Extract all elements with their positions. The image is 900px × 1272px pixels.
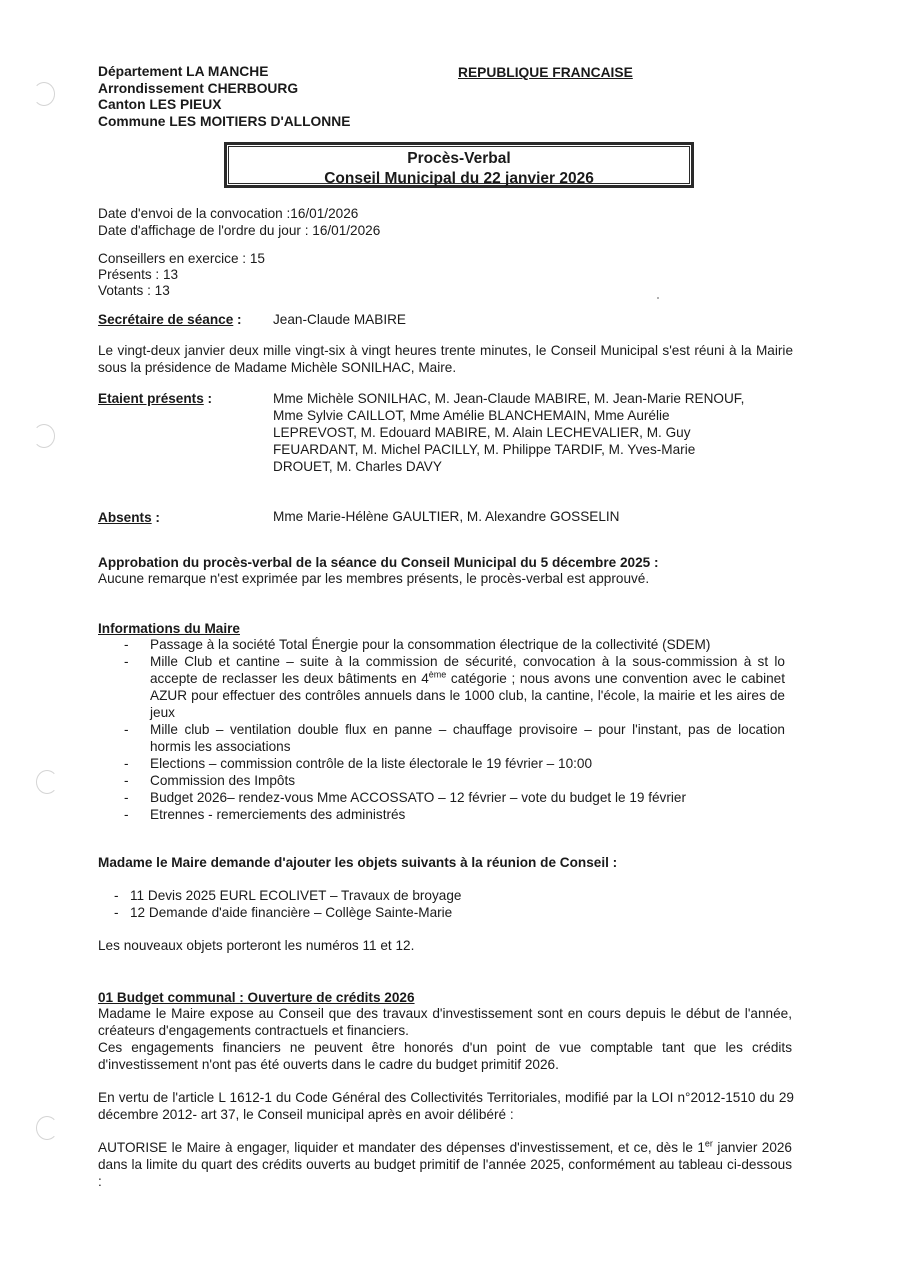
approbation-heading: Approbation du procès-verbal de la séance du Conseil Municipal du 5 décembre 2025 : [98, 555, 659, 570]
title-line1: Procès-Verbal [407, 150, 511, 167]
conseillers-exercice: Conseillers en exercice : 15 [98, 251, 265, 266]
date-convocation: Date d'envoi de la convocation :16/01/2026 [98, 206, 359, 221]
absents-colon: : [151, 510, 160, 525]
budget-p4-part: AUTORISE le Maire à engager, liquider et mandater des dépenses d'investissement, et ce, dès le 1 [98, 1140, 705, 1155]
list-item: - Commission des Impôts [98, 772, 785, 789]
informations-list [98, 636, 785, 823]
votants-count: Votants : 13 [98, 283, 170, 298]
list-item: - Budget 2026– rendez-vous Mme ACCOSSATO – 12 février – vote du budget le 19 février [98, 789, 785, 806]
presents-label-text: Etaient présents [98, 391, 204, 406]
superscript-er: er [704, 1138, 713, 1149]
presents-colon: : [203, 391, 213, 406]
absents-label [98, 509, 160, 526]
presents-list [273, 390, 744, 475]
approbation-text: Aucune remarque n'est exprimée par les membres présents, le procès-verbal est approuvé. [98, 571, 650, 586]
dates-block [98, 205, 380, 239]
presents-line: FEUARDANT, M. Michel PACILLY, M. Philippe TARDIF, M. Yves-Marie [273, 442, 696, 457]
list-item: - Elections – commission contrôle de la liste électorale le 19 février – 10:00 [98, 755, 785, 772]
list-item: - Mille club – ventilation double flux en panne – chauffage provisoire – pour l'instant, pas de location hormis les associations [98, 721, 785, 755]
punch-hole-2 [33, 424, 55, 448]
scan-speck [657, 297, 659, 299]
date-affichage: Date d'affichage de l'ordre du jour : 16/01/2026 [98, 223, 381, 238]
republique-label: REPUBLIQUE FRANCAISE [458, 65, 633, 80]
budget-p3: En vertu de l'article L 1612-1 du Code Général des Collectivités Territoriales, modifié par la LOI n°2012-1510 du 29 décembre 2012- art 37, le Conseil municipal après en avoir délibéré : [98, 1090, 794, 1122]
title-box [224, 142, 694, 188]
departement: Département LA MANCHE [98, 64, 269, 79]
budget-p4 [98, 1139, 792, 1190]
ajout-note: Les nouveaux objets porteront les numéros 11 et 12. [98, 938, 415, 953]
punch-hole-4 [36, 1116, 58, 1140]
list-item [98, 653, 785, 721]
budget-p2: Ces engagements financiers ne peuvent être honorés d'un point de vue comptable tant que les crédits d'investissement n'ont pas été ouverts dans le cadre du budget primitif 2026. [98, 1040, 792, 1072]
presents-line: Mme Michèle SONILHAC, M. Jean-Claude MABIRE, M. Jean-Marie RENOUF, [273, 391, 745, 406]
superscript-eme: ème [428, 669, 447, 680]
presents-line: LEPREVOST, M. Edouard MABIRE, M. Alain LECHEVALIER, M. Guy [273, 425, 691, 440]
secretaire-label [98, 311, 242, 328]
header-block [98, 64, 350, 130]
list-item-part: catégorie ; nous avons une convention avec le cabinet AZUR pour effectuer des contrôles annuels dans le 1000 club, la cantine, l'école, la mairie et les aires de jeux [150, 671, 785, 720]
arrondissement: Arrondissement CHERBOURG [98, 80, 299, 96]
ajout-heading: Madame le Maire demande d'ajouter les objets suivants à la réunion de Conseil : [98, 855, 618, 870]
budget-p4-part: janvier 2026 dans la limite du quart des crédits ouverts au budget primitif de l'année 2025, conformément au tableau ci-dessous : [98, 1140, 792, 1189]
absents-names: Mme Marie-Hélène GAULTIER, M. Alexandre GOSSELIN [273, 509, 620, 524]
punch-hole-1 [33, 82, 55, 106]
presents-count: Présents : 13 [98, 267, 179, 282]
intro-paragraph: Le vingt-deux janvier deux mille vingt-six à vingt heures trente minutes, le Conseil Municipal s'est réuni à la Mairie sous la présidence de Madame Michèle SONILHAC, Maire. [98, 343, 793, 375]
commune: Commune LES MOITIERS D'ALLONNE [98, 113, 351, 129]
counts-block [98, 251, 265, 299]
canton: Canton LES PIEUX [98, 97, 222, 112]
list-item: - 11 Devis 2025 EURL ECOLIVET – Travaux de broyage [98, 887, 461, 904]
list-item: - 12 Demande d'aide financière – Collège Sainte-Marie [98, 904, 461, 921]
presents-label [98, 390, 212, 407]
presents-line: DROUET, M. Charles DAVY [273, 459, 442, 474]
ajout-list [98, 887, 461, 921]
secretaire-name: Jean-Claude MABIRE [273, 312, 406, 327]
budget-p1: Madame le Maire expose au Conseil que des travaux d'investissement sont en cours depuis le début de l'année, créateurs d'engagements contractuels et financiers. [98, 1006, 792, 1038]
secretaire-colon: : [233, 312, 242, 327]
secretaire-label-text: Secrétaire de séance [98, 312, 234, 327]
list-item-part: Mille Club et cantine – suite à la commission de sécurité, convocation à la sous-commission à st lo accepte de reclasser les deux bâtiments en 4 [150, 654, 785, 686]
list-item: - Etrennes - remerciements des administrés [98, 806, 785, 823]
informations-heading: Informations du Maire [98, 621, 240, 636]
absents-label-text: Absents [98, 510, 152, 525]
budget-heading: 01 Budget communal : Ouverture de crédits 2026 [98, 990, 415, 1005]
punch-hole-3 [36, 770, 58, 794]
title-line2: Conseil Municipal du 22 janvier 2026 [324, 170, 594, 187]
presents-line: Mme Sylvie CAILLOT, Mme Amélie BLANCHEMAIN, Mme Aurélie [273, 408, 670, 423]
list-item: - Passage à la société Total Énergie pour la consommation électrique de la collectivité (SDEM) [98, 636, 785, 653]
